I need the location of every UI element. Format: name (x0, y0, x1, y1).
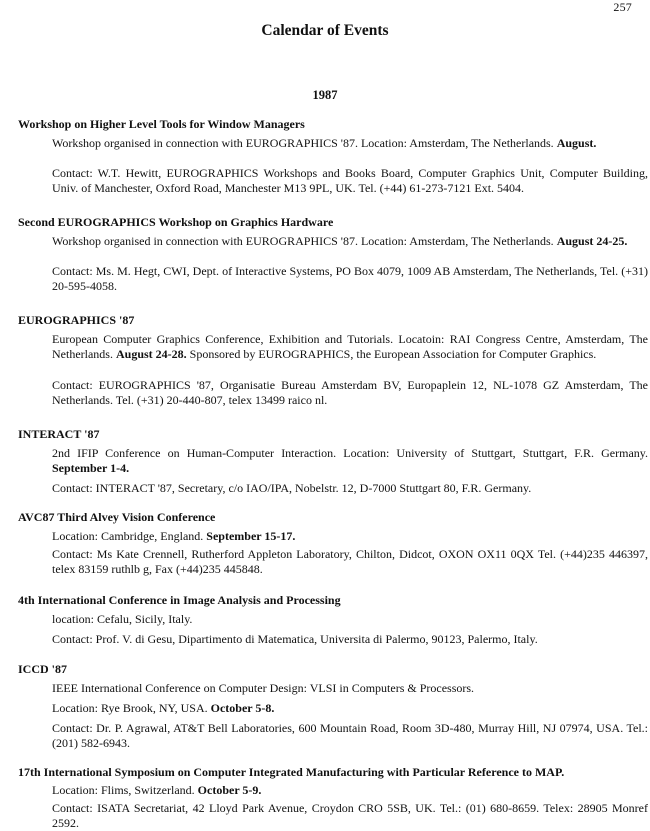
event-contact: Contact: INTERACT '87, Secretary, c/o IAO/IPA, Nobelstr. 12, D-7000 Stuttgart 80, F.R. Germany. (52, 481, 532, 495)
description-text: Workshop organised in connection with EUROGRAPHICS '87. Location: Amsterdam, The Netherlands. (52, 136, 554, 150)
event-date: September 1-4. (52, 461, 130, 475)
event-contact: Contact: W.T. Hewitt, EUROGRAPHICS Workshops and Books Board, Computer Graphics Unit, Computer Building, Univ. of Manchester, Oxford Road, Manchester M13 9PL, UK. Tel. (+44) 61-273-7121 Ext. 5404. (52, 166, 648, 195)
event-entry (18, 214, 648, 293)
event-location (52, 783, 648, 798)
event-date: September 15-17. (206, 529, 296, 543)
event-location (52, 701, 648, 716)
location-text: Location: Rye Brook, NY, USA. (52, 701, 208, 715)
event-entry (18, 764, 648, 830)
event-entry (18, 426, 648, 495)
event-date: October 5-9. (197, 783, 262, 797)
description-text: 2nd IFIP Conference on Human-Computer Interaction. Location: University of Stuttgart, Stuttgart, F.R. Germany. (52, 446, 648, 460)
event-description (52, 136, 648, 151)
event-entry (18, 661, 648, 750)
event-contact: Contact: Ms. M. Hegt, CWI, Dept. of Interactive Systems, PO Box 4079, 1009 AB Amsterdam, The Netherlands, Tel. (+31) 20-595-4058. (52, 264, 648, 293)
event-description (52, 234, 648, 249)
event-entry (18, 116, 648, 195)
location-text: Location: Cambridge, England. (52, 529, 204, 543)
event-contact: Contact: EUROGRAPHICS '87, Organisatie Bureau Amsterdam BV, Europaplein 12, NL-1078 GZ Amsterdam, The Netherlands. Tel. (+31) 20-440-807, telex 13499 raico nl. (52, 378, 648, 407)
description-text: Workshop organised in connection with EUROGRAPHICS '87. Location: Amsterdam, The Netherlands. (52, 234, 554, 248)
description-text: European Computer Graphics Conference, Exhibition and Tutorials. Locatoin: RAI Congress Centre, Amsterdam, The Netherlands. (52, 332, 648, 361)
event-contact: Contact: Ms Kate Crennell, Rutherford Appleton Laboratory, Chilton, Didcot, OXON OX11 0QX Tel. (+44)235 446397, telex 83159 ruthlb g, Fax (+44)235 445848. (52, 547, 648, 576)
event-title: ICCD '87 (18, 662, 68, 676)
event-date: October 5-8. (210, 701, 275, 715)
event-location (52, 529, 648, 544)
event-title: INTERACT '87 (18, 427, 100, 441)
event-entry (18, 592, 538, 646)
event-entry (18, 312, 648, 407)
year-heading: 1987 (312, 88, 338, 102)
event-description: IEEE International Conference on Computer Design: VLSI in Computers & Processors. (52, 681, 475, 695)
event-title: Second EUROGRAPHICS Workshop on Graphics Hardware (18, 215, 334, 229)
event-title: AVC87 Third Alvey Vision Conference (18, 510, 216, 524)
event-title: 17th International Symposium on Computer Integrated Manufacturing with Particular Reference to MAP. (18, 765, 565, 779)
page-title: Calendar of Events (261, 22, 389, 39)
event-location: location: Cefalu, Sicily, Italy. (52, 612, 193, 626)
event-title: EUROGRAPHICS '87 (18, 313, 135, 327)
event-title: Workshop on Higher Level Tools for Window Managers (18, 117, 305, 131)
description-text-after: Sponsored by EUROGRAPHICS, the European Association for Computer Graphics. (189, 347, 597, 361)
event-contact: Contact: Dr. P. Agrawal, AT&T Bell Laboratories, 600 Mountain Road, Room 3D-480, Murray Hill, NJ 07974, USA. Tel.: (201) 582-6943. (52, 721, 648, 750)
event-entry (18, 509, 648, 576)
event-date: August. (556, 136, 597, 150)
event-contact: Contact: ISATA Secretariat, 42 Lloyd Park Avenue, Croydon CRO 5SB, UK. Tel.: (01) 680-8659. Telex: 28905 Monref 2592. (52, 801, 648, 830)
event-contact: Contact: Prof. V. di Gesu, Dipartimento di Matematica, Universita di Palermo, 90123, Palermo, Italy. (52, 632, 538, 646)
event-description (52, 446, 648, 476)
location-text: Location: Flims, Switzerland. (52, 783, 195, 797)
event-title: 4th International Conference in Image Analysis and Processing (18, 593, 341, 607)
page-number: 257 (613, 0, 632, 14)
event-date: August 24-25. (556, 234, 628, 248)
event-date: August 24-28. (115, 347, 187, 361)
event-description (52, 332, 648, 362)
